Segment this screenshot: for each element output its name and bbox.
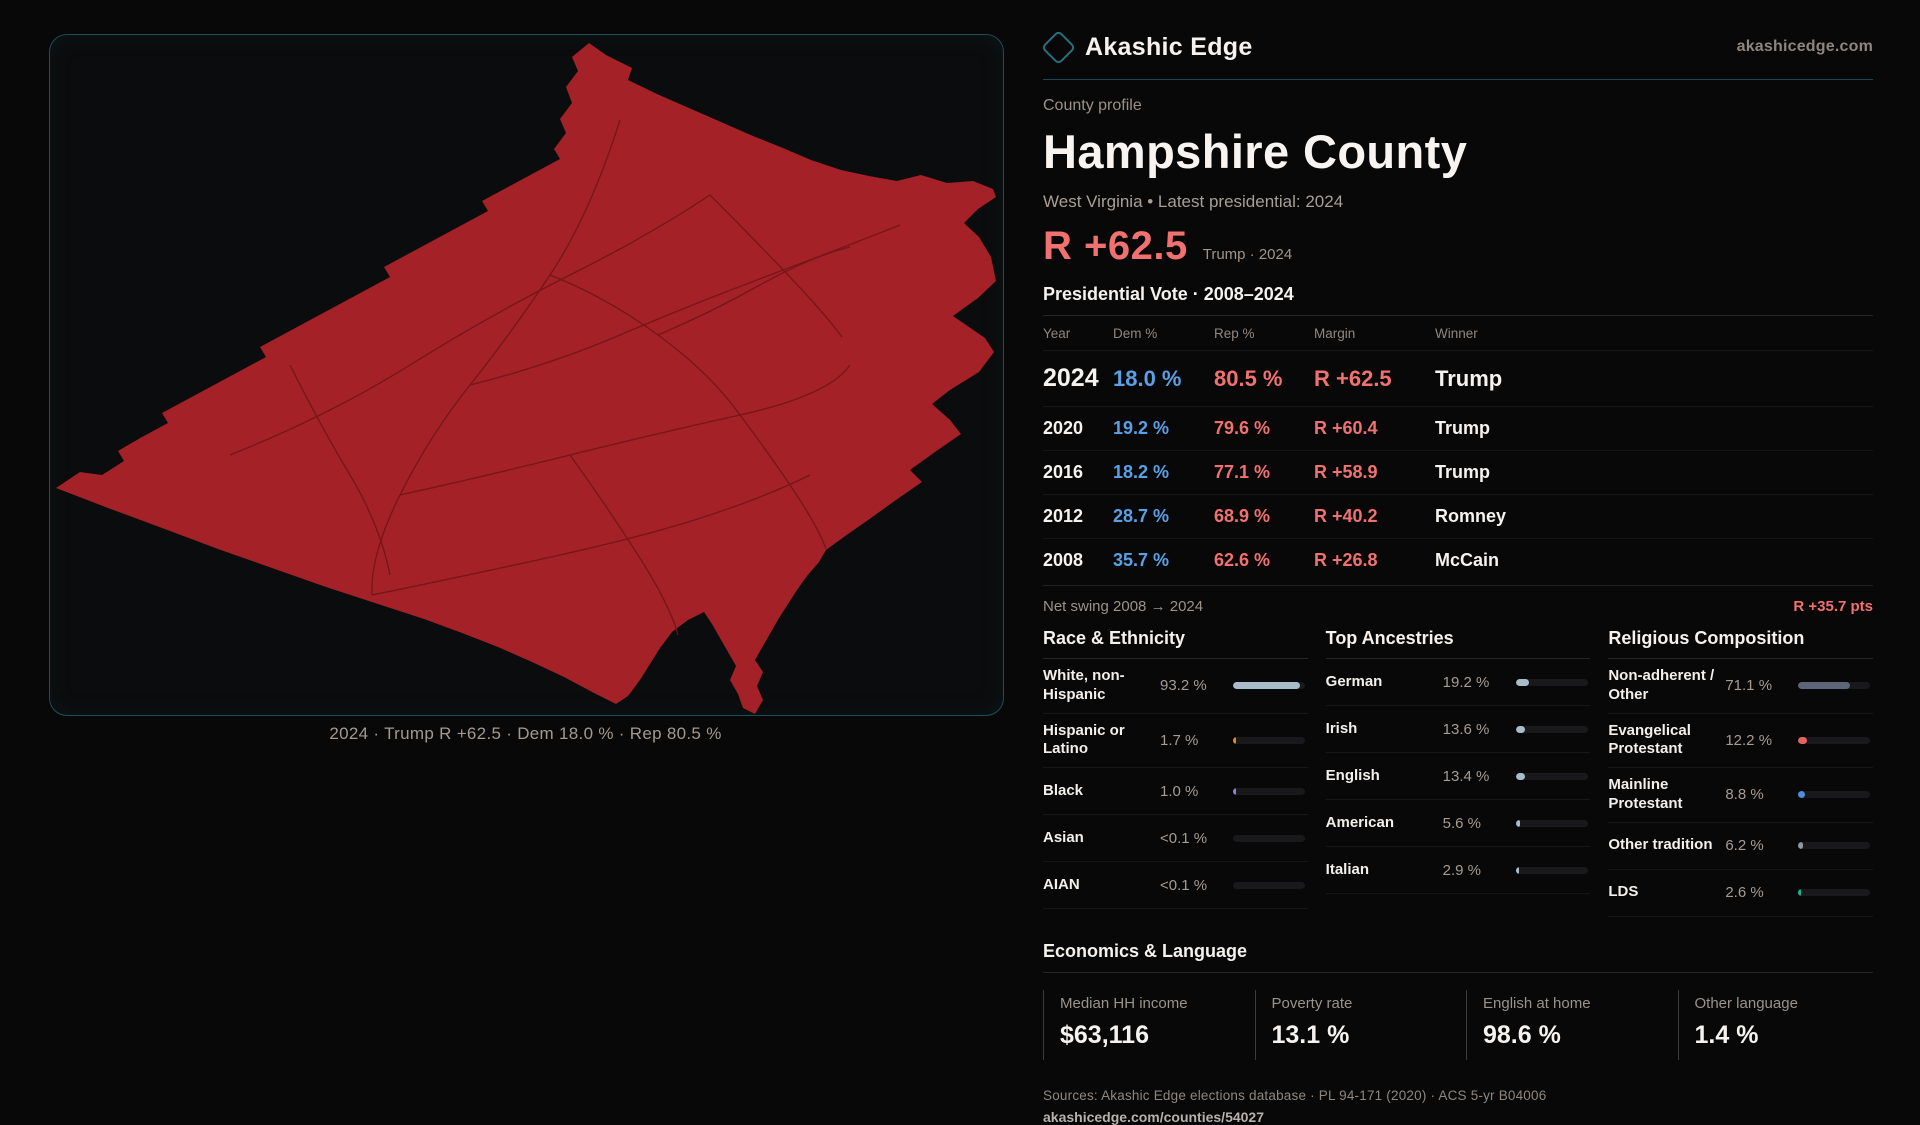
demo-label: Irish: [1325, 719, 1358, 737]
result-row-2020: [1043, 406, 1873, 450]
demo-bar-track: [1233, 682, 1305, 689]
net-swing: [1043, 585, 1873, 615]
demo-value: 1.7 %: [1160, 731, 1199, 749]
map-caption: 2024 · Trump R +62.5 · Dem 18.0 % · Rep 80.5 %: [329, 724, 722, 743]
demo-bar-track: [1516, 773, 1588, 780]
demo-label: Other tradition: [1608, 836, 1713, 854]
demo-label: Black: [1043, 781, 1084, 799]
result-rep: 79.6 %: [1214, 418, 1271, 438]
net-swing-value: R +35.7 pts: [1793, 598, 1873, 615]
demo-label: English: [1325, 766, 1380, 784]
econ-card-label: English at home: [1483, 994, 1591, 1012]
demo-label: Hispanic or Latino: [1043, 721, 1125, 758]
results-col-dem: Dem %: [1113, 326, 1158, 341]
demo-label: Evangelical Protestant: [1608, 721, 1691, 758]
result-dem: 28.7 %: [1113, 506, 1170, 526]
result-margin: R +60.4: [1314, 418, 1378, 438]
result-year: 2020: [1043, 418, 1084, 438]
result-dem: 18.0 %: [1113, 366, 1182, 391]
demo-label: Italian: [1325, 860, 1370, 878]
brand: [1043, 33, 1253, 62]
result-margin: R +40.2: [1314, 506, 1378, 526]
result-rep: 68.9 %: [1214, 506, 1271, 526]
demo-row: [1043, 768, 1308, 815]
demo-bar-track: [1516, 867, 1588, 874]
demographics-grid: [1043, 628, 1873, 917]
demo-bar-fill: [1516, 679, 1530, 686]
footer: [1043, 1088, 1873, 1125]
results-col-year: Year: [1043, 326, 1071, 341]
footer-sources: Sources: Akashic Edge elections database · PL 94-171 (2020) · ACS 5-yr B04006: [1043, 1087, 1547, 1103]
econ-card-value: 98.6 %: [1483, 1020, 1561, 1049]
demo-value: 2.6 %: [1725, 884, 1764, 901]
econ-card: [1043, 990, 1239, 1060]
brand-domain-link[interactable]: akashicedge.com: [1736, 38, 1873, 55]
demo-row: [1326, 706, 1591, 753]
econ-card-value: $63,116: [1060, 1020, 1149, 1049]
demo-value: 6.2 %: [1725, 837, 1764, 854]
econ-card: [1678, 990, 1874, 1060]
demo-row: [1326, 847, 1591, 894]
demo-bar-track: [1516, 679, 1588, 686]
demo-bar-fill: [1516, 820, 1520, 827]
demo-value: 8.8 %: [1725, 786, 1764, 804]
demo-bar-fill: [1798, 737, 1807, 744]
result-year: 2016: [1043, 462, 1084, 482]
demo-row: [1043, 659, 1308, 714]
econ-card-label: Poverty rate: [1271, 994, 1353, 1012]
demo-label: Mainline Protestant: [1608, 776, 1683, 812]
footer-permalink-link[interactable]: akashicedge.com/counties/54027: [1043, 1108, 1264, 1125]
result-row-2012: [1043, 494, 1873, 538]
results-heading: Presidential Vote · 2008–2024: [1043, 284, 1873, 316]
result-rep: 77.1 %: [1214, 462, 1271, 482]
economics-heading: Economics & Language: [1043, 941, 1873, 973]
demo-bar-track: [1516, 820, 1588, 827]
net-swing-label: Net swing 2008 → 2024: [1043, 598, 1204, 615]
demo-value: <0.1 %: [1160, 876, 1208, 894]
demo-value: 5.6 %: [1442, 814, 1482, 832]
demo-bar-fill: [1233, 682, 1300, 689]
demo-bar-track: [1233, 788, 1305, 795]
demo-bar-track: [1798, 889, 1870, 896]
result-rep: 62.6 %: [1214, 550, 1271, 570]
demo-row: [1326, 659, 1591, 706]
brand-name: Akashic Edge: [1085, 32, 1253, 61]
demo-value: 1.0 %: [1160, 782, 1199, 800]
demo-bar-fill: [1798, 791, 1804, 798]
demo-value: 71.1 %: [1725, 677, 1773, 695]
result-dem: 19.2 %: [1113, 418, 1170, 438]
result-rep: 80.5 %: [1214, 366, 1283, 391]
results-column-headers: [1043, 316, 1873, 350]
result-winner: Trump: [1435, 418, 1491, 438]
results-col-winner: Winner: [1435, 326, 1478, 341]
county-shape: [56, 43, 996, 714]
econ-card-value: 1.4 %: [1694, 1020, 1759, 1049]
result-row-2016: [1043, 450, 1873, 494]
demo-bar-fill: [1798, 682, 1849, 689]
demo-bar-fill: [1798, 889, 1801, 896]
demo-row: [1608, 714, 1873, 769]
diamond-outline-icon: [1041, 29, 1076, 64]
headline-margin: R +62.5: [1043, 224, 1188, 268]
result-winner: McCain: [1435, 550, 1500, 570]
demo-bar-track: [1798, 682, 1870, 689]
demo-bar-track: [1233, 835, 1305, 842]
county-map: [50, 35, 1003, 715]
demo-heading-religion: Religious Composition: [1608, 628, 1873, 659]
demo-heading-ancestries: Top Ancestries: [1326, 628, 1591, 659]
demo-label: Non-adherent / Other: [1608, 667, 1715, 703]
demo-value: 13.4 %: [1442, 767, 1490, 785]
results-rows: [1043, 350, 1873, 582]
demo-section-religion: [1608, 628, 1873, 917]
result-winner: Trump: [1435, 366, 1503, 391]
econ-card-label: Median HH income: [1060, 994, 1188, 1012]
demo-section-race: [1043, 628, 1308, 917]
county-map-panel: [49, 34, 1004, 716]
demo-value: <0.1 %: [1160, 829, 1208, 847]
demo-bar-fill: [1233, 788, 1236, 795]
demo-section-ancestries: [1326, 628, 1591, 917]
result-dem: 18.2 %: [1113, 462, 1170, 482]
result-row-2008: [1043, 538, 1873, 582]
demo-row: [1608, 768, 1873, 823]
profile-eyebrow: County profile: [1043, 97, 1142, 114]
econ-card: [1466, 990, 1662, 1060]
demo-label: Asian: [1043, 828, 1084, 846]
result-margin: R +58.9: [1314, 462, 1378, 482]
demo-row: [1608, 659, 1873, 714]
econ-card-label: Other language: [1694, 994, 1798, 1012]
demo-bar-track: [1798, 791, 1870, 798]
demo-row: [1043, 815, 1308, 862]
demo-label: LDS: [1608, 883, 1639, 901]
demo-row: [1608, 870, 1873, 917]
result-winner: Trump: [1435, 462, 1491, 482]
header-divider: [1043, 79, 1873, 80]
result-year: 2012: [1043, 506, 1084, 526]
results-col-rep: Rep %: [1214, 326, 1255, 341]
results-col-margin: Margin: [1314, 326, 1356, 341]
econ-card: [1255, 990, 1451, 1060]
header: [1043, 28, 1873, 66]
demo-value: 12.2 %: [1725, 731, 1773, 749]
demo-value: 13.6 %: [1442, 720, 1490, 738]
page-title: Hampshire County: [1043, 125, 1468, 178]
demo-bar-fill: [1516, 726, 1526, 733]
county-profile-card: [1043, 28, 1873, 1125]
profile-subtitle: West Virginia • Latest presidential: 2024: [1043, 192, 1344, 211]
result-margin: R +62.5: [1314, 366, 1392, 391]
demo-bar-track: [1798, 737, 1870, 744]
demo-bar-track: [1233, 737, 1305, 744]
economics-cards: [1043, 990, 1873, 1060]
econ-card-value: 13.1 %: [1271, 1020, 1350, 1049]
result-dem: 35.7 %: [1113, 550, 1170, 570]
demo-bar-track: [1516, 726, 1588, 733]
demo-value: 93.2 %: [1160, 677, 1207, 695]
demo-bar-track: [1798, 842, 1870, 849]
demo-heading-race: Race & Ethnicity: [1043, 628, 1308, 659]
demo-bar-fill: [1516, 773, 1526, 780]
demo-value: 2.9 %: [1442, 861, 1482, 879]
demo-label: AIAN: [1043, 875, 1080, 893]
demo-label: German: [1325, 672, 1383, 690]
demo-bar-fill: [1233, 737, 1236, 744]
demo-bar-track: [1233, 882, 1305, 889]
demo-row: [1608, 823, 1873, 870]
demo-value: 19.2 %: [1442, 673, 1490, 691]
result-margin: R +26.8: [1314, 550, 1378, 570]
demo-row: [1326, 800, 1591, 847]
demo-bar-fill: [1516, 867, 1519, 874]
result-year: 2008: [1043, 550, 1084, 570]
result-row-2024: [1043, 350, 1873, 406]
demo-label: American: [1325, 813, 1395, 831]
result-winner: Romney: [1435, 506, 1507, 526]
headline: [1043, 224, 1873, 269]
demo-row: [1043, 862, 1308, 909]
headline-note: Trump · 2024: [1202, 246, 1293, 263]
demo-bar-fill: [1798, 842, 1802, 849]
result-year: 2024: [1043, 364, 1099, 392]
demo-row: [1043, 714, 1308, 769]
demo-label: White, non-Hispanic: [1043, 667, 1125, 703]
demo-row: [1326, 753, 1591, 800]
